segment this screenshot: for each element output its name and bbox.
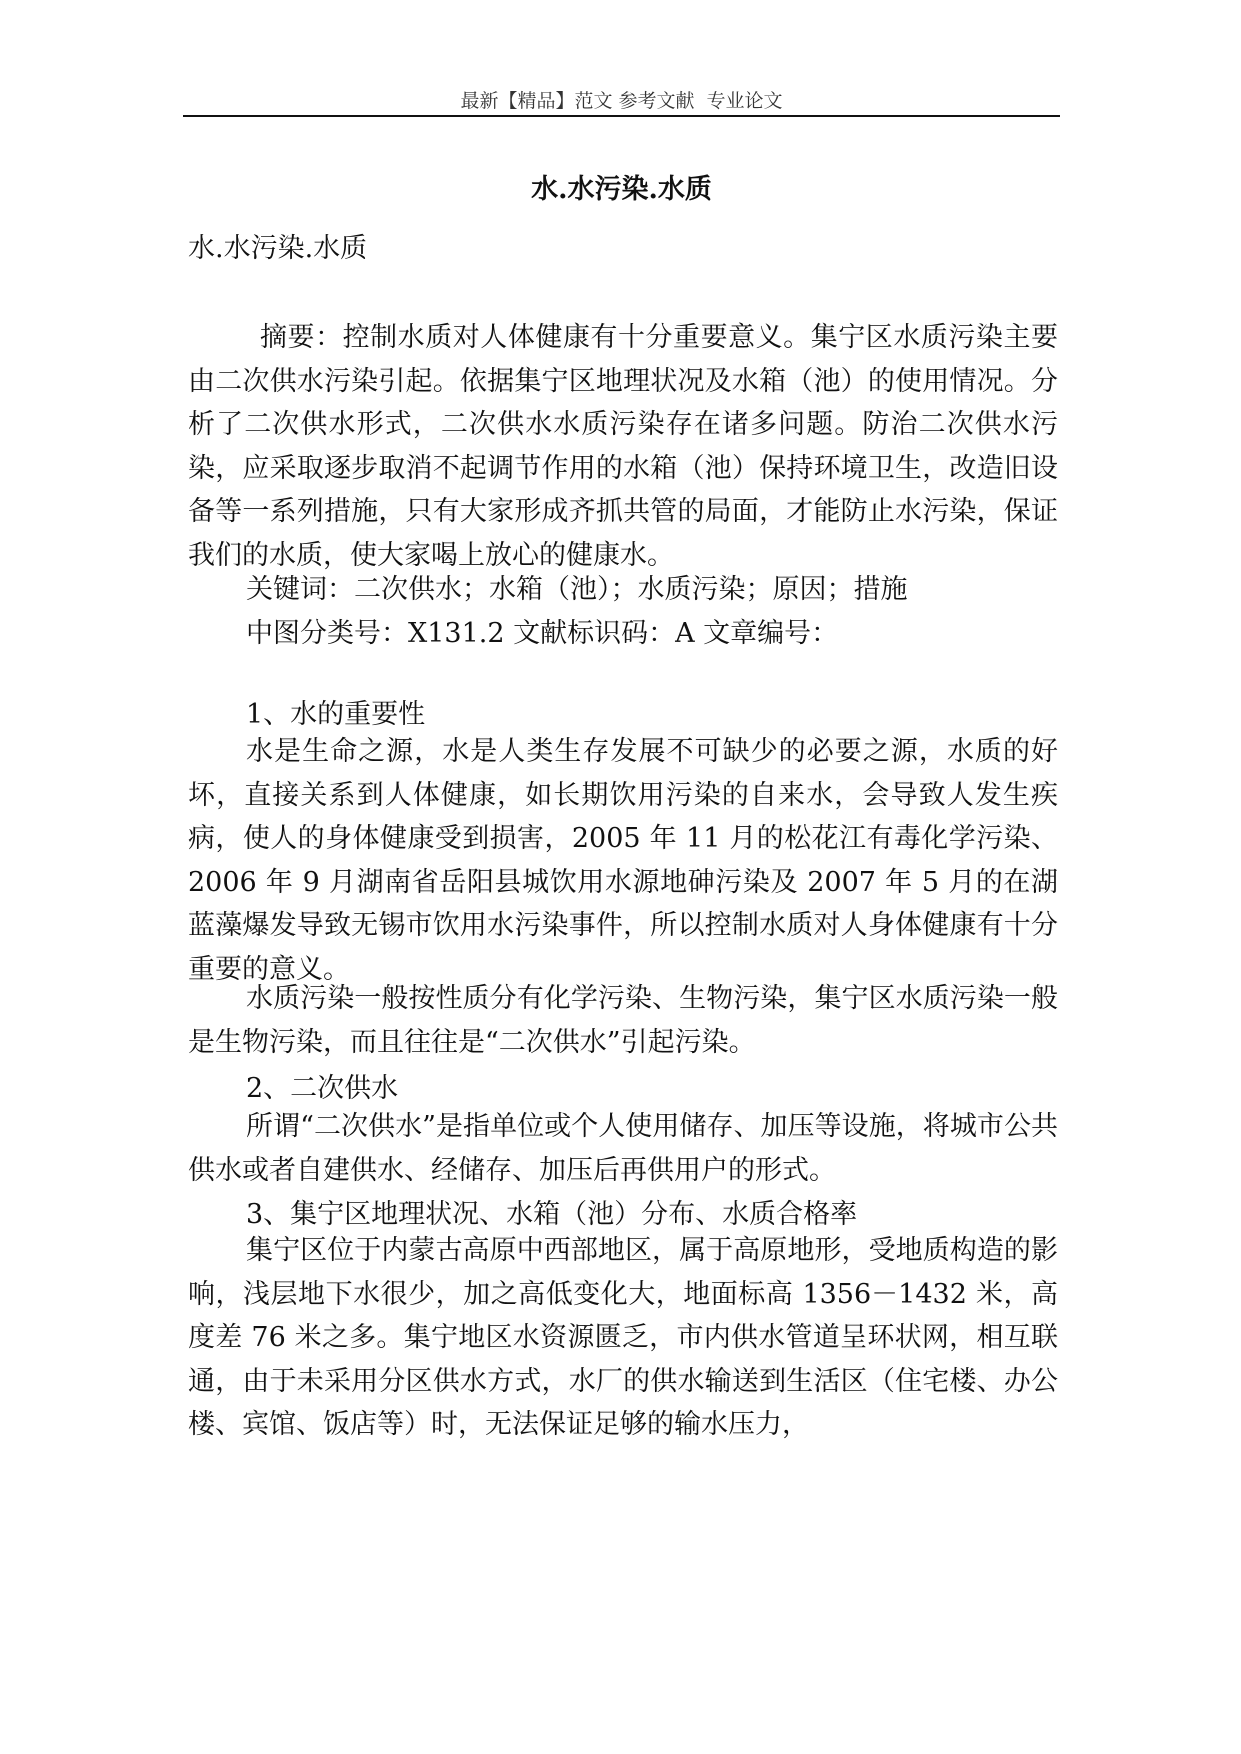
section-3-paragraph-1: 集宁区位于内蒙古高原中西部地区，属于高原地形，受地质构造的影响，浅层地下水很少，加之高低变化大，地面标高 1356－1432 米，高度差 76 米之多。集宁地区水资源匮乏，市内供水管道呈环状网，相互联通，由于未采用分区供水方式，水厂的供水输送到生活区（住宅楼、办公楼、宾馆、饭店等）时，无法保证足够的输水压力， xyxy=(188,1235,1058,1440)
section-2-heading: 2、二次供水 xyxy=(246,1073,399,1104)
page-header: 最新【精品】范文 参考文献 专业论文 xyxy=(460,90,783,112)
document-subtitle: 水.水污染.水质 xyxy=(188,233,368,264)
section-2-paragraph-1: 所谓“二次供水”是指单位或个人使用储存、加压等设施，将城市公共供水或者自建供水、经储存、加压后再供用户的形式。 xyxy=(188,1111,1058,1186)
abstract-paragraph: 摘要：控制水质对人体健康有十分重要意义。集宁区水质污染主要由二次供水污染引起。依据集宁区地理状况及水箱（池）的使用情况。分析了二次供水形式，二次供水水质污染存在诸多问题。防治二次供水污染，应采取逐步取消不起调节作用的水箱（池）保持环境卫生，改造旧设备等一系列措施，只有大家形成齐抓共管的局面，才能防止水污染，保证我们的水质，使大家喝上放心的健康水。 xyxy=(188,322,1058,571)
header-rule xyxy=(183,115,1060,117)
section-1-paragraph-2: 水质污染一般按性质分有化学污染、生物污染，集宁区水质污染一般是生物污染，而且往往是“二次供水”引起污染。 xyxy=(188,983,1058,1058)
classification-line: 中图分类号：X131.2 文献标识码：A 文章编号： xyxy=(246,618,839,649)
section-1-heading: 1、水的重要性 xyxy=(246,699,426,730)
keywords-line: 关键词：二次供水；水箱（池）；水质污染；原因；措施 xyxy=(246,574,908,605)
section-3-heading: 3、集宁区地理状况、水箱（池）分布、水质合格率 xyxy=(246,1199,858,1230)
section-1-paragraph-1: 水是生命之源，水是人类生存发展不可缺少的必要之源，水质的好坏，直接关系到人体健康，如长期饮用污染的自来水，会导致人发生疾病，使人的身体健康受到损害，2005 年 11 月的松花江有毒化学污染、2006 年 9 月湖南省岳阳县城饮用水源地砷污染及 2007 年 5 月的在湖蓝藻爆发导致无锡市饮用水污染事件，所以控制水质对人身体健康有十分重要的意义。 xyxy=(188,736,1058,985)
document-title: 水.水污染.水质 xyxy=(531,174,712,205)
